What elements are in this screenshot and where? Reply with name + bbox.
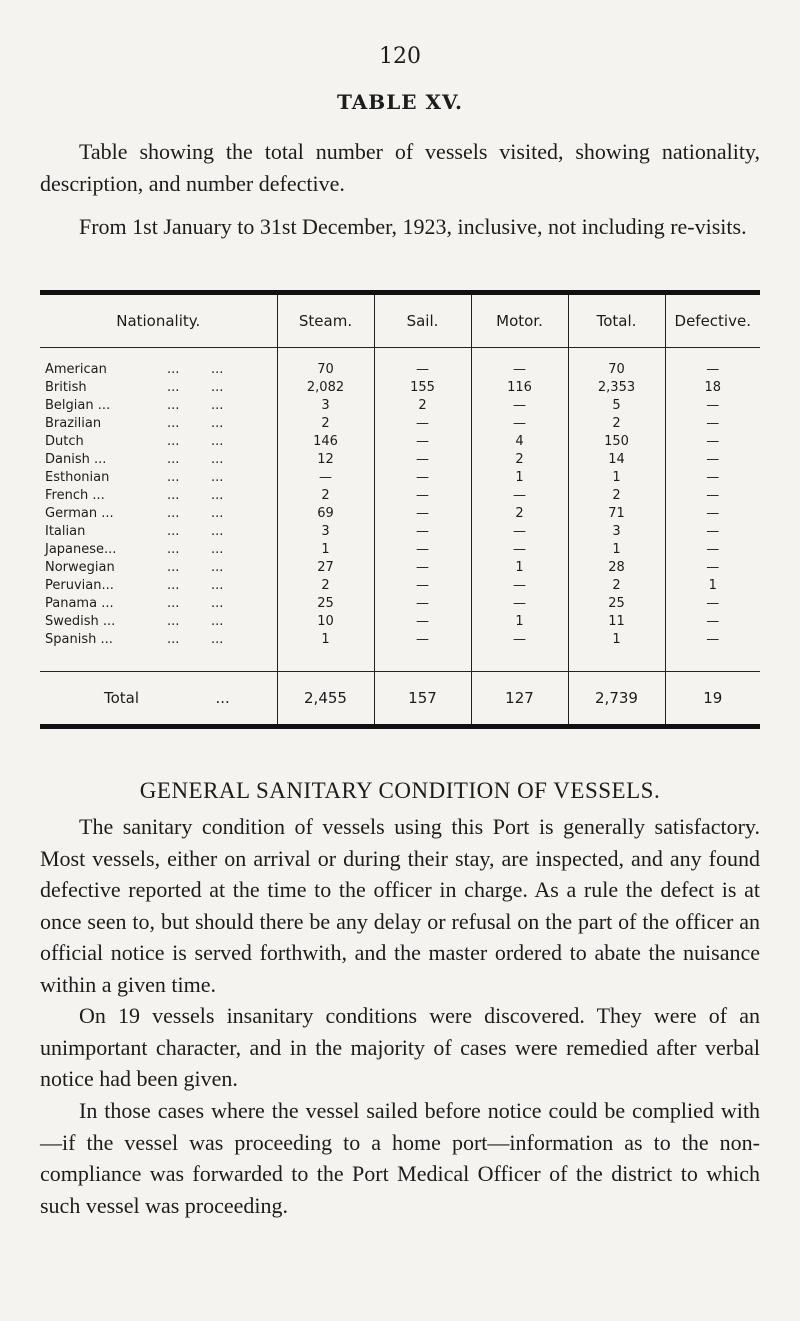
leader-dots: ... bbox=[211, 416, 224, 431]
motor-cell: 2 bbox=[471, 505, 568, 523]
sail-cell: — bbox=[374, 523, 471, 541]
leader-dots: ... bbox=[167, 524, 180, 539]
leader-dots: ... bbox=[167, 470, 180, 485]
steam-cell: 27 bbox=[277, 559, 374, 577]
sail-cell: — bbox=[374, 577, 471, 595]
motor-cell: — bbox=[471, 523, 568, 541]
total-cell: 1 bbox=[568, 541, 665, 559]
motor-cell: 4 bbox=[471, 433, 568, 451]
nationality-name: Belgian ... bbox=[45, 398, 111, 413]
total-label: Total bbox=[104, 689, 140, 707]
nationality-cell bbox=[40, 379, 277, 397]
motor-cell: — bbox=[471, 595, 568, 613]
sail-cell: — bbox=[374, 541, 471, 559]
nationality-name: Danish ... bbox=[45, 452, 107, 467]
leader-dots: ... bbox=[211, 434, 224, 449]
table-row bbox=[40, 505, 760, 523]
table-row bbox=[40, 613, 760, 631]
steam-cell: 1 bbox=[277, 541, 374, 559]
leader-dots: ... bbox=[211, 380, 224, 395]
motor-cell: — bbox=[471, 541, 568, 559]
motor-cell: — bbox=[471, 631, 568, 649]
steam-cell: 1 bbox=[277, 631, 374, 649]
table-row bbox=[40, 487, 760, 505]
total-cell: 2,353 bbox=[568, 379, 665, 397]
nationality-cell bbox=[40, 415, 277, 433]
header-steam: Steam. bbox=[277, 295, 374, 348]
steam-cell: 146 bbox=[277, 433, 374, 451]
nationality-cell bbox=[40, 361, 277, 379]
steam-cell: 69 bbox=[277, 505, 374, 523]
leader-dots: ... bbox=[211, 362, 224, 377]
steam-cell: 2 bbox=[277, 577, 374, 595]
section-title: GENERAL SANITARY CONDITION OF VESSELS. bbox=[139, 778, 661, 803]
defective-cell: — bbox=[706, 398, 720, 413]
nationality-name: Panama ... bbox=[45, 596, 114, 611]
defective-cell: — bbox=[706, 488, 720, 503]
steam-cell: 2 bbox=[277, 487, 374, 505]
vessels-table bbox=[40, 295, 760, 724]
total-cell: 1 bbox=[568, 631, 665, 649]
table-row bbox=[40, 523, 760, 541]
sail-cell: 155 bbox=[374, 379, 471, 397]
nationality-cell bbox=[40, 451, 277, 469]
defective-cell: — bbox=[706, 614, 720, 629]
table-row bbox=[40, 451, 760, 469]
nationality-cell bbox=[40, 577, 277, 595]
total-steam: 2,455 bbox=[277, 672, 374, 725]
header-motor: Motor. bbox=[471, 295, 568, 348]
header-sail: Sail. bbox=[374, 295, 471, 348]
table-row bbox=[40, 541, 760, 559]
motor-cell: 1 bbox=[471, 559, 568, 577]
leader-dots: ... bbox=[211, 398, 224, 413]
nationality-cell bbox=[40, 631, 277, 649]
nationality-name: Norwegian bbox=[45, 560, 115, 575]
leader-dots: ... bbox=[211, 542, 224, 557]
leader-dots: ... bbox=[167, 434, 180, 449]
nationality-name: Spanish ... bbox=[45, 632, 113, 647]
defective-cell: — bbox=[706, 632, 720, 647]
total-defective: 19 bbox=[665, 672, 760, 725]
nationality-cell bbox=[40, 433, 277, 451]
steam-cell: 2 bbox=[277, 415, 374, 433]
sail-cell: — bbox=[374, 433, 471, 451]
nationality-cell bbox=[40, 397, 277, 415]
defective-cell: — bbox=[706, 452, 720, 467]
leader-dots: ... bbox=[211, 578, 224, 593]
sail-cell: — bbox=[374, 487, 471, 505]
nationality-name: Brazilian bbox=[45, 416, 102, 431]
nationality-name: French ... bbox=[45, 488, 105, 503]
header-total: Total. bbox=[568, 295, 665, 348]
nationality-cell bbox=[40, 505, 277, 523]
paragraph-insanitary-vessels: On 19 vessels insanitary conditions were discovered. They were of an unimportant character, and in the majority of cases were remedied after verbal notice had been given. bbox=[40, 1003, 760, 1091]
table-row bbox=[40, 361, 760, 379]
steam-cell: 12 bbox=[277, 451, 374, 469]
nationality-name: Esthonian bbox=[45, 470, 110, 485]
total-cell: 5 bbox=[568, 397, 665, 415]
leader-dots: ... bbox=[167, 596, 180, 611]
table-row bbox=[40, 595, 760, 613]
total-cell: 71 bbox=[568, 505, 665, 523]
total-leader-dots: ... bbox=[215, 689, 230, 707]
total-cell: 11 bbox=[568, 613, 665, 631]
total-cell: 150 bbox=[568, 433, 665, 451]
leader-dots: ... bbox=[167, 362, 180, 377]
table-total-row bbox=[40, 672, 760, 725]
nationality-cell bbox=[40, 559, 277, 577]
vessels-table-container bbox=[40, 290, 760, 729]
leader-dots: ... bbox=[167, 416, 180, 431]
nationality-name: Swedish ... bbox=[45, 614, 116, 629]
motor-cell: — bbox=[471, 415, 568, 433]
sail-cell: — bbox=[374, 559, 471, 577]
motor-cell: — bbox=[471, 487, 568, 505]
sail-cell: — bbox=[374, 415, 471, 433]
table-header-row bbox=[40, 295, 760, 348]
paragraph-sanitary-condition: The sanitary condition of vessels using this Port is generally satisfactory. Most vessels, either on arrival or during their stay, are inspected, and any found defective reported at the time to the officer in charge. As a rule the defect is at once seen to, but should there be any delay or refusal on the part of the officer an official notice is served forthwith, and the master ordered to abate the nuisance within a given time. bbox=[40, 814, 760, 997]
page-number: 120 bbox=[379, 44, 421, 69]
sail-cell: — bbox=[374, 595, 471, 613]
nationality-name: Japanese... bbox=[45, 542, 117, 557]
table-row bbox=[40, 379, 760, 397]
nationality-cell bbox=[40, 487, 277, 505]
steam-cell: 10 bbox=[277, 613, 374, 631]
leader-dots: ... bbox=[167, 632, 180, 647]
leader-dots: ... bbox=[167, 506, 180, 521]
sail-cell: 2 bbox=[374, 397, 471, 415]
defective-cell: — bbox=[706, 434, 720, 449]
steam-cell: — bbox=[277, 469, 374, 487]
defective-cell: — bbox=[706, 470, 720, 485]
defective-cell: — bbox=[706, 560, 720, 575]
intro-paragraph-period: From 1st January to 31st December, 1923, inclusive, not including re-visits. bbox=[79, 214, 747, 239]
leader-dots: ... bbox=[211, 470, 224, 485]
leader-dots: ... bbox=[167, 398, 180, 413]
sail-cell: — bbox=[374, 361, 471, 379]
leader-dots: ... bbox=[167, 542, 180, 557]
table-row bbox=[40, 433, 760, 451]
steam-cell: 2,082 bbox=[277, 379, 374, 397]
steam-cell: 70 bbox=[277, 361, 374, 379]
table-row bbox=[40, 469, 760, 487]
intro-paragraph-description: Table showing the total number of vessels visited, showing nationality, description, and number defective. bbox=[40, 139, 760, 196]
defective-cell: 18 bbox=[704, 380, 722, 395]
table-row bbox=[40, 415, 760, 433]
leader-dots: ... bbox=[211, 452, 224, 467]
leader-dots: ... bbox=[167, 380, 180, 395]
total-sail: 157 bbox=[374, 672, 471, 725]
total-cell: 14 bbox=[568, 451, 665, 469]
leader-dots: ... bbox=[167, 488, 180, 503]
defective-cell: — bbox=[706, 542, 720, 557]
nationality-name: British bbox=[45, 380, 87, 395]
leader-dots: ... bbox=[211, 632, 224, 647]
table-row bbox=[40, 577, 760, 595]
total-cell: 70 bbox=[568, 361, 665, 379]
motor-cell: 1 bbox=[471, 469, 568, 487]
defective-cell: — bbox=[706, 416, 720, 431]
total-total: 2,739 bbox=[568, 672, 665, 725]
defective-cell: 1 bbox=[708, 578, 717, 593]
table-spacer bbox=[40, 348, 760, 362]
total-motor: 127 bbox=[471, 672, 568, 725]
motor-cell: 1 bbox=[471, 613, 568, 631]
total-cell: 25 bbox=[568, 595, 665, 613]
defective-cell: — bbox=[706, 524, 720, 539]
defective-cell: — bbox=[706, 596, 720, 611]
total-cell: 2 bbox=[568, 487, 665, 505]
leader-dots: ... bbox=[167, 560, 180, 575]
leader-dots: ... bbox=[211, 488, 224, 503]
paragraph-non-compliance: In those cases where the vessel sailed before notice could be complied with—if the vessel was proceeding to a home port—information as to the non-compliance was forwarded to the Port Medical Officer of the district to which such vessel was proceeding. bbox=[40, 1098, 760, 1218]
defective-cell: — bbox=[706, 362, 720, 377]
header-defective: Defective. bbox=[665, 295, 760, 348]
steam-cell: 3 bbox=[277, 397, 374, 415]
table-row bbox=[40, 559, 760, 577]
nationality-cell bbox=[40, 469, 277, 487]
leader-dots: ... bbox=[211, 560, 224, 575]
sail-cell: — bbox=[374, 631, 471, 649]
defective-cell: — bbox=[706, 506, 720, 521]
sail-cell: — bbox=[374, 505, 471, 523]
leader-dots: ... bbox=[167, 452, 180, 467]
total-cell: 1 bbox=[568, 469, 665, 487]
motor-cell: — bbox=[471, 361, 568, 379]
total-cell: 28 bbox=[568, 559, 665, 577]
sail-cell: — bbox=[374, 451, 471, 469]
sail-cell: — bbox=[374, 469, 471, 487]
motor-cell: 2 bbox=[471, 451, 568, 469]
nationality-cell bbox=[40, 613, 277, 631]
nationality-cell bbox=[40, 523, 277, 541]
motor-cell: — bbox=[471, 577, 568, 595]
table-row bbox=[40, 631, 760, 649]
table-body bbox=[40, 348, 760, 672]
sail-cell: — bbox=[374, 613, 471, 631]
nationality-name: American bbox=[45, 362, 107, 377]
table-spacer bbox=[40, 649, 760, 672]
leader-dots: ... bbox=[167, 578, 180, 593]
leader-dots: ... bbox=[211, 614, 224, 629]
leader-dots: ... bbox=[211, 596, 224, 611]
leader-dots: ... bbox=[211, 524, 224, 539]
leader-dots: ... bbox=[211, 506, 224, 521]
nationality-cell bbox=[40, 541, 277, 559]
total-label-cell bbox=[40, 672, 277, 725]
nationality-name: Dutch bbox=[45, 434, 84, 449]
nationality-name: German ... bbox=[45, 506, 114, 521]
nationality-name: Peruvian... bbox=[45, 578, 114, 593]
header-nationality: Nationality. bbox=[40, 295, 277, 348]
steam-cell: 25 bbox=[277, 595, 374, 613]
table-heading: TABLE XV. bbox=[337, 90, 463, 114]
nationality-name: Italian bbox=[45, 524, 86, 539]
leader-dots: ... bbox=[167, 614, 180, 629]
nationality-cell bbox=[40, 595, 277, 613]
total-cell: 2 bbox=[568, 415, 665, 433]
table-row bbox=[40, 397, 760, 415]
total-cell: 2 bbox=[568, 577, 665, 595]
motor-cell: — bbox=[471, 397, 568, 415]
steam-cell: 3 bbox=[277, 523, 374, 541]
total-cell: 3 bbox=[568, 523, 665, 541]
motor-cell: 116 bbox=[471, 379, 568, 397]
